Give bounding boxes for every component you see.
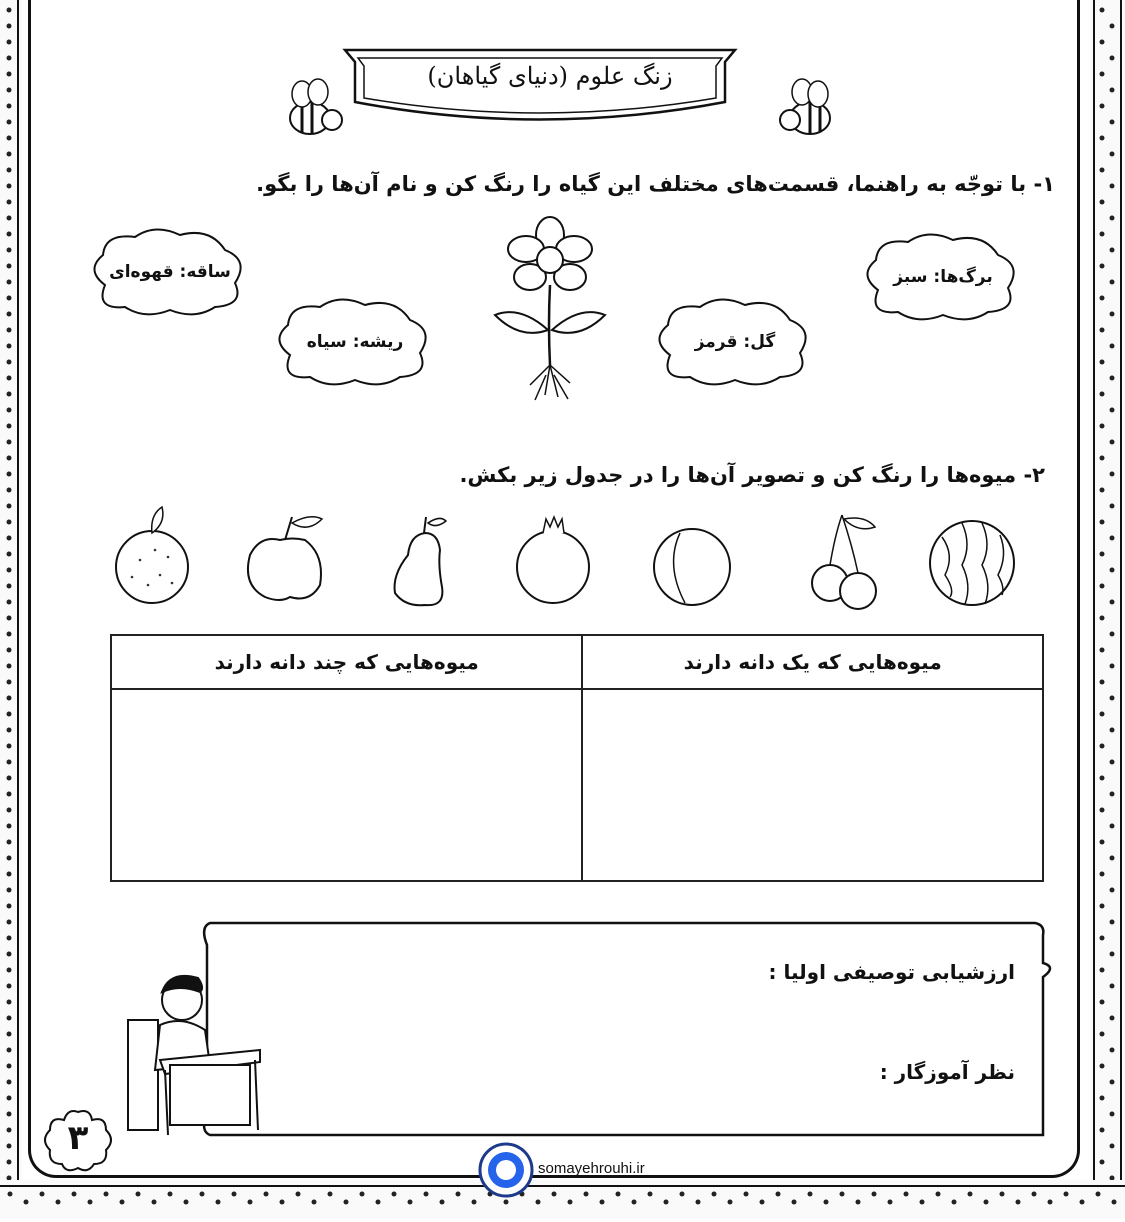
site-logo-icon bbox=[478, 1142, 534, 1198]
cloud-flower-label: گل: قرمز bbox=[694, 332, 776, 352]
orange-icon bbox=[116, 507, 188, 603]
page-title: زنگ علوم (دنیای گیاهان) bbox=[427, 62, 673, 90]
cell-many-seeds-drawing-area[interactable] bbox=[111, 689, 582, 881]
bottom-border-pattern-icon bbox=[0, 1180, 1125, 1218]
teacher-comment-label: نظر آموزگار : bbox=[879, 1060, 1015, 1084]
footer-url[interactable]: somayehrouhi.ir bbox=[538, 1160, 645, 1177]
pear-icon bbox=[395, 517, 446, 605]
bottom-decorative-border bbox=[0, 1180, 1125, 1218]
evaluation-box-icon bbox=[195, 915, 1065, 1150]
left-decorative-border bbox=[0, 0, 22, 1218]
question-2-text: ۲- میوه‌ها را رنگ کن و تصویر آن‌ها را در جدول زیر بکش. bbox=[459, 463, 1045, 487]
right-border-pattern-icon bbox=[1090, 0, 1125, 1218]
fruit-seeds-table bbox=[110, 634, 1044, 882]
watermelon-icon bbox=[930, 521, 1014, 605]
left-border-pattern-icon bbox=[0, 0, 22, 1218]
plant-icon bbox=[490, 215, 610, 405]
parents-evaluation-label: ارزشیابی توصیفی اولیا : bbox=[768, 960, 1015, 984]
peach-icon bbox=[654, 529, 730, 605]
cloud-root-label: ریشه: سیاه bbox=[306, 332, 404, 352]
cloud-leaves-label: برگ‌ها: سبز bbox=[893, 267, 993, 287]
title-banner-icon bbox=[270, 42, 860, 152]
student-at-desk-icon bbox=[120, 970, 280, 1145]
cloud-stem-label: ساقه: قهوه‌ای bbox=[109, 262, 231, 282]
header-one-seed: میوه‌هایی که یک دانه دارند bbox=[582, 635, 1043, 689]
pomegranate-icon bbox=[517, 517, 589, 603]
apple-icon bbox=[248, 517, 322, 600]
question-1-text: ۱- با توجّه به راهنما، قسمت‌های مختلف این گیاه را رنگ کن و نام آن‌ها را بگو. bbox=[256, 172, 1055, 196]
right-decorative-border bbox=[1090, 0, 1125, 1218]
header-many-seeds: میوه‌هایی که چند دانه دارند bbox=[111, 635, 582, 689]
page-number: ۳ bbox=[67, 1118, 89, 1158]
cherries-icon bbox=[812, 515, 876, 609]
cell-one-seed-drawing-area[interactable] bbox=[582, 689, 1043, 881]
fruits-row bbox=[110, 505, 1030, 615]
